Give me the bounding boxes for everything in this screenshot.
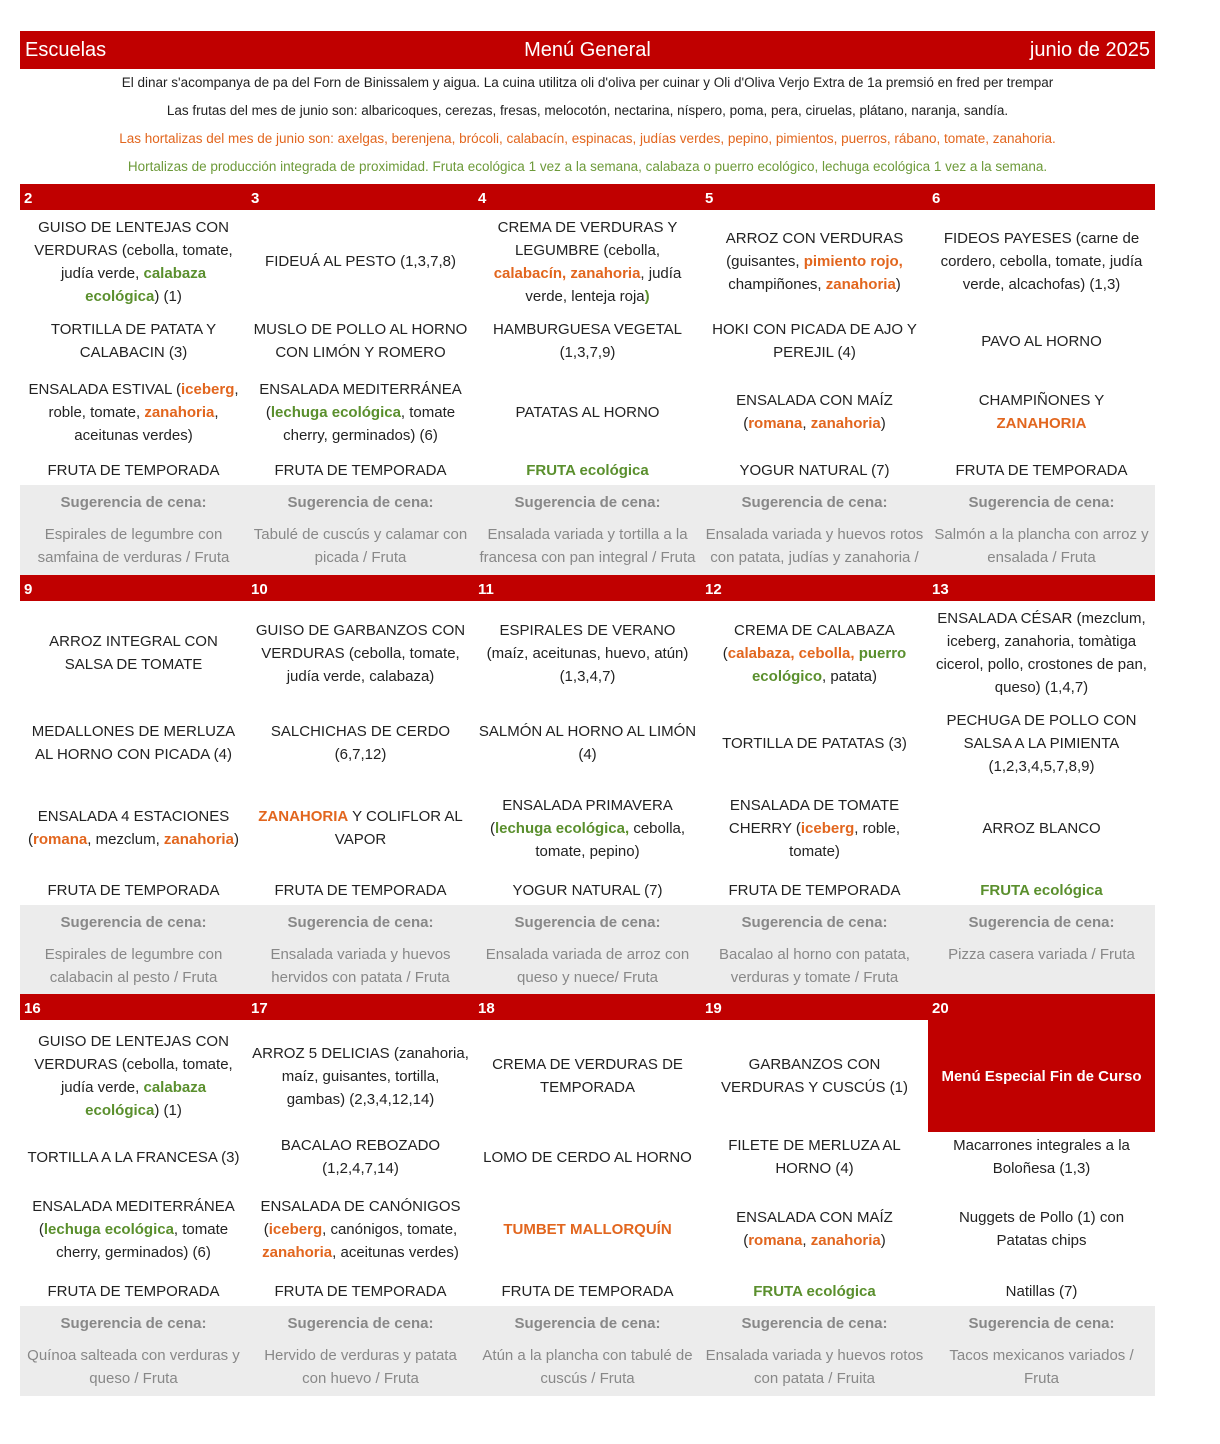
second-course-text bbox=[24, 720, 243, 766]
first-course bbox=[701, 1020, 928, 1132]
dish-text-segment: PATATAS AL HORNO bbox=[515, 403, 660, 421]
dish-text-segment: GUISO DE LENTEJAS CON VERDURAS (cebolla, tomate, judía verde, bbox=[34, 1033, 233, 1096]
dish-text-segment: CREMA DE VERDURAS Y LEGUMBRE (cebolla, bbox=[497, 218, 678, 259]
dish-text-segment: ARROZ 5 DELICIAS (zanahoria, maíz, guisantes, tortilla, gambas) (2,3,4,12,14) bbox=[252, 1044, 469, 1108]
dessert bbox=[20, 1276, 247, 1306]
dish-text-segment: CREMA DE CALABAZA ( bbox=[722, 621, 895, 662]
dessert bbox=[20, 455, 247, 485]
side-dish-text bbox=[24, 378, 243, 447]
dish-text-segment: , aceitunas verdes) bbox=[332, 1243, 459, 1261]
side-dish bbox=[247, 1182, 474, 1276]
dish-text-segment: lechuga ecológica bbox=[270, 403, 401, 421]
day-number: 19 bbox=[701, 994, 928, 1020]
title-bar bbox=[20, 31, 1155, 69]
first-course-text bbox=[265, 250, 456, 273]
dish-text-segment: zanahoria bbox=[163, 831, 234, 848]
dish-text-segment: SALCHICHAS DE CERDO (6,7,12) bbox=[270, 723, 451, 763]
dinner-suggestion bbox=[20, 905, 247, 994]
first-course bbox=[20, 601, 247, 705]
suggestion-text: Ensalada variada y huevos rotos con patata / Fruita bbox=[705, 1347, 924, 1387]
suggestion-title: Sugerencia de cena: bbox=[514, 1315, 661, 1332]
week-block bbox=[20, 184, 1155, 575]
suggestion-text: Tabulé de cuscús y calamar con picada / Fruta bbox=[253, 526, 468, 566]
first-course bbox=[247, 601, 474, 705]
first-course-text bbox=[941, 1065, 1141, 1088]
dish-text-segment: romana bbox=[33, 831, 88, 848]
second-course bbox=[474, 705, 701, 781]
dish-text-segment: TORTILLA A LA FRANCESA (3) bbox=[27, 1148, 240, 1166]
dinner-suggestion bbox=[701, 485, 928, 575]
first-course bbox=[928, 1020, 1155, 1132]
dinner-suggestion bbox=[474, 485, 701, 575]
dish-text-segment: , canónigos, tomate, bbox=[322, 1220, 458, 1238]
suggestion-title: Sugerencia de cena: bbox=[741, 914, 888, 931]
side-dish-text bbox=[503, 1218, 671, 1241]
dish-text-segment: iceberg bbox=[800, 819, 855, 837]
side-dish bbox=[474, 1182, 701, 1276]
dinner-suggestion bbox=[928, 1306, 1155, 1396]
suggestion-title: Sugerencia de cena: bbox=[287, 1315, 434, 1332]
first-course-text bbox=[705, 619, 924, 688]
dish-text-segment: champiñones, bbox=[728, 276, 826, 293]
suggestion-text: Ensalada variada de arroz con queso y nuece/ Fruta bbox=[485, 946, 690, 986]
second-course-text bbox=[478, 720, 697, 766]
dish-text-segment: FRUTA DE TEMPORADA bbox=[501, 1282, 674, 1300]
dish-text-segment: lechuga ecológica, bbox=[494, 819, 630, 837]
suggestion-text: Bacalao al horno con patata, verduras y tomate / Fruta bbox=[719, 946, 910, 986]
side-dish bbox=[928, 369, 1155, 455]
dish-text-segment: calabacín, zanahoria bbox=[493, 264, 641, 282]
side-dish bbox=[20, 781, 247, 875]
dish-text-segment: ENSALADA MEDITERRÁNEA ( bbox=[259, 380, 462, 421]
side-dish-text bbox=[24, 805, 243, 851]
dish-text-segment: PAVO AL HORNO bbox=[981, 332, 1102, 350]
info-line-fruits: Las frutas del mes de junio son: albaricoques, cerezas, fresas, melocotón, nectarina, níspero, poma, pera, ciruelas, plátano, naranja, sandía. bbox=[166, 103, 1009, 118]
first-course-text bbox=[478, 619, 697, 688]
dessert-text bbox=[48, 879, 220, 902]
first-course bbox=[247, 210, 474, 313]
dessert-text bbox=[980, 879, 1103, 902]
day-number: 6 bbox=[928, 184, 1155, 210]
dessert-text bbox=[956, 459, 1128, 482]
first-course-text bbox=[251, 1042, 470, 1111]
second-course bbox=[701, 313, 928, 369]
day-number: 17 bbox=[247, 994, 474, 1020]
day-number: 5 bbox=[701, 184, 928, 210]
dessert bbox=[928, 455, 1155, 485]
dinner-suggestion bbox=[247, 905, 474, 994]
day-number: 9 bbox=[20, 575, 247, 601]
dish-text-segment: ) bbox=[233, 831, 239, 848]
first-course bbox=[928, 210, 1155, 313]
dish-text-segment: ENSALADA DE TOMATE CHERRY ( bbox=[728, 796, 900, 837]
dish-text-segment: Menú Especial Fin de Curso bbox=[941, 1067, 1142, 1085]
first-course-text bbox=[251, 619, 470, 688]
side-dish-text bbox=[251, 378, 470, 447]
dish-text-segment: PECHUGA DE POLLO CON SALSA A LA PIMIENTA (1,2,3,4,5,7,8,9) bbox=[946, 711, 1137, 775]
dessert-text bbox=[502, 1280, 674, 1303]
dish-text-segment: FRUTA ecológica bbox=[526, 461, 649, 479]
dish-text-segment: ) bbox=[644, 287, 650, 305]
dessert-text bbox=[48, 459, 220, 482]
dish-text-segment: ENSALADA 4 ESTACIONES ( bbox=[28, 808, 230, 848]
dish-text-segment: , judía verde, lenteja roja bbox=[525, 264, 682, 305]
dish-text-segment: HOKI CON PICADA DE AJO Y PEREJIL (4) bbox=[712, 321, 917, 361]
side-dish-text bbox=[251, 1195, 470, 1264]
suggestion-text: Salmón a la plancha con arroz y ensalada / Fruta bbox=[934, 526, 1149, 566]
dessert-text bbox=[275, 1280, 447, 1303]
suggestion-text: Atún a la plancha con tabulé de cuscús / Fruta bbox=[482, 1347, 693, 1387]
dinner-suggestion bbox=[474, 1306, 701, 1396]
week-block bbox=[20, 994, 1155, 1396]
first-course bbox=[474, 210, 701, 313]
dish-text-segment: GUISO DE LENTEJAS CON VERDURAS (cebolla, tomate, judía verde, bbox=[34, 218, 233, 282]
dish-text-segment: calabaza, cebolla, bbox=[727, 644, 859, 662]
dish-text-segment: zanahoria bbox=[825, 276, 896, 293]
dessert bbox=[928, 875, 1155, 905]
second-course-text bbox=[705, 318, 924, 364]
dish-text-segment: , tomate cherry, germinados) (6) bbox=[56, 1220, 229, 1261]
side-dish-text bbox=[24, 1195, 243, 1264]
side-dish bbox=[247, 369, 474, 455]
day-number: 11 bbox=[474, 575, 701, 601]
second-course-text bbox=[251, 720, 470, 766]
dessert-text bbox=[48, 1280, 220, 1303]
info-line-organic: Hortalizas de producción integrada de proximidad. Fruta ecológica 1 vez a la semana, calabaza o puerro ecológico, lechuga ecológica 1 vez a la semana. bbox=[127, 159, 1048, 174]
dessert-text bbox=[512, 879, 662, 902]
day-number: 2 bbox=[20, 184, 247, 210]
dish-text-segment: ) (1) bbox=[154, 1102, 182, 1119]
dessert bbox=[928, 1276, 1155, 1306]
dish-text-segment: , patata) bbox=[821, 667, 878, 685]
suggestion-title: Sugerencia de cena: bbox=[514, 914, 661, 931]
day-number: 20 bbox=[928, 994, 1155, 1020]
suggestion-title: Sugerencia de cena: bbox=[741, 494, 888, 511]
dessert-text bbox=[1006, 1280, 1078, 1303]
first-course bbox=[701, 210, 928, 313]
dish-text-segment: ENSALADA CON MAÍZ ( bbox=[736, 1209, 893, 1249]
dish-text-segment: FRUTA DE TEMPORADA bbox=[274, 1282, 447, 1300]
suggestion-title: Sugerencia de cena: bbox=[514, 494, 661, 511]
dish-text-segment: , tomate cherry, germinados) (6) bbox=[283, 403, 456, 444]
suggestion-title: Sugerencia de cena: bbox=[968, 494, 1115, 511]
dish-text-segment: ) bbox=[880, 1232, 886, 1249]
dish-text-segment: zanahoria bbox=[810, 1232, 881, 1249]
dessert bbox=[474, 455, 701, 485]
suggestion-title: Sugerencia de cena: bbox=[741, 1315, 888, 1332]
day-number: 10 bbox=[247, 575, 474, 601]
dish-text-segment: ZANAHORIA bbox=[996, 415, 1087, 432]
dish-text-segment: puerro ecológico bbox=[751, 644, 907, 685]
dish-text-segment: ENSALADA DE CANÓNIGOS ( bbox=[260, 1197, 461, 1238]
dish-text-segment: MEDALLONES DE MERLUZA AL HORNO CON PICADA (4) bbox=[31, 723, 236, 763]
dinner-suggestion bbox=[474, 905, 701, 994]
dish-text-segment: ARROZ INTEGRAL CON SALSA DE TOMATE bbox=[49, 633, 218, 673]
suggestion-title: Sugerencia de cena: bbox=[60, 494, 207, 511]
dish-text-segment: MUSLO DE POLLO AL HORNO CON LIMÓN Y ROMERO bbox=[253, 321, 468, 361]
dish-text-segment: pimiento rojo, bbox=[803, 253, 903, 270]
dinner-suggestion bbox=[928, 485, 1155, 575]
dish-text-segment: , roble, tomate) bbox=[789, 819, 901, 860]
dish-text-segment: iceberg bbox=[268, 1220, 323, 1238]
suggestion-title: Sugerencia de cena: bbox=[287, 494, 434, 511]
info-line-bread-oil: El dinar s'acompanya de pa del Forn de Binissalem y aigua. La cuina utilitza oli d'oliva per cuinar y Oli d'Oliva Verjo Extra de 1a premsió en fred per trempar bbox=[121, 75, 1054, 90]
dish-text-segment: romana bbox=[748, 415, 803, 432]
dessert bbox=[247, 875, 474, 905]
second-course-text bbox=[27, 1146, 239, 1169]
suggestion-title: Sugerencia de cena: bbox=[60, 1315, 207, 1332]
dish-text-segment: CREMA DE VERDURAS DE TEMPORADA bbox=[492, 1056, 683, 1096]
info-line-vegetables: Las hortalizas del mes de junio son: axelgas, berenjena, brócoli, calabacín, espinacas, judías verdes, pepino, pimientos, puerros, rábano, tomate, zanahoria. bbox=[119, 131, 1056, 146]
dessert bbox=[247, 455, 474, 485]
dinner-suggestion bbox=[928, 905, 1155, 994]
day-number: 18 bbox=[474, 994, 701, 1020]
day-number: 3 bbox=[247, 184, 474, 210]
first-course-text bbox=[24, 1030, 243, 1122]
dessert-text bbox=[275, 879, 447, 902]
second-course bbox=[20, 705, 247, 781]
dessert bbox=[474, 1276, 701, 1306]
second-course-text bbox=[483, 1146, 692, 1169]
dish-text-segment: ENSALADA PRIMAVERA ( bbox=[489, 796, 673, 837]
first-course-text bbox=[705, 227, 924, 296]
second-course-text bbox=[705, 1134, 924, 1180]
suggestion-text: Espirales de legumbre con samfaina de verduras / Fruta bbox=[37, 526, 230, 566]
second-course-text bbox=[722, 732, 907, 755]
dessert-text bbox=[526, 459, 649, 482]
first-course bbox=[701, 601, 928, 705]
suggestion-text: Quínoa salteada con verduras y queso / Fruta bbox=[27, 1347, 240, 1387]
first-course-text bbox=[932, 607, 1151, 699]
dish-text-segment: LOMO DE CERDO AL HORNO bbox=[483, 1148, 692, 1166]
day-number: 16 bbox=[20, 994, 247, 1020]
suggestion-text: Espirales de legumbre con calabacin al pesto / Fruta bbox=[44, 946, 223, 986]
suggestion-text: Ensalada variada y huevos hervidos con patata / Fruta bbox=[270, 946, 451, 986]
dessert-text bbox=[753, 1280, 876, 1303]
dish-text-segment: HAMBURGUESA VEGETAL (1,3,7,9) bbox=[493, 321, 682, 361]
first-course bbox=[474, 1020, 701, 1132]
dish-text-segment: cebolla, tomate, pepino) bbox=[535, 819, 686, 860]
suggestion-text: Hervido de verduras y patata con huevo / Fruta bbox=[264, 1347, 457, 1387]
dessert bbox=[701, 1276, 928, 1306]
dish-text-segment: iceberg bbox=[181, 380, 235, 398]
second-course-text bbox=[251, 1134, 470, 1180]
suggestion-title: Sugerencia de cena: bbox=[968, 914, 1115, 931]
dish-text-segment: , roble, tomate, bbox=[48, 380, 239, 421]
dish-text-segment: ) bbox=[880, 415, 886, 432]
dish-text-segment: calabaza ecológica bbox=[85, 1079, 207, 1119]
dish-text-segment: lechuga ecológica bbox=[43, 1220, 174, 1238]
dessert-text bbox=[739, 459, 889, 482]
menu-document bbox=[20, 31, 1155, 1396]
first-course bbox=[20, 210, 247, 313]
dessert bbox=[701, 455, 928, 485]
dish-text-segment: GARBANZOS CON VERDURAS Y CUSCÚS (1) bbox=[721, 1056, 908, 1096]
dish-text-segment: ENSALADA CÉSAR (mezclum, iceberg, zanahoria, tomàtiga cicerol, pollo, crostones de pan, queso) (1,4,7) bbox=[936, 610, 1147, 696]
weeks-container bbox=[20, 184, 1155, 1396]
school-type-label: Escuelas bbox=[25, 38, 107, 61]
first-course bbox=[474, 601, 701, 705]
dish-text-segment: FRUTA DE TEMPORADA bbox=[47, 1282, 220, 1300]
side-dish bbox=[474, 369, 701, 455]
dish-text-segment: FRUTA ecológica bbox=[980, 881, 1103, 899]
dessert bbox=[474, 875, 701, 905]
second-course-text bbox=[478, 318, 697, 364]
dish-text-segment: BACALAO REBOZADO (1,2,4,7,14) bbox=[280, 1137, 441, 1177]
suggestion-title: Sugerencia de cena: bbox=[287, 914, 434, 931]
dish-text-segment: , bbox=[802, 415, 811, 432]
first-course-text bbox=[478, 216, 697, 308]
dish-text-segment: zanahoria bbox=[262, 1243, 333, 1261]
dish-text-segment: FILETE DE MERLUZA AL HORNO (4) bbox=[728, 1137, 901, 1177]
dessert bbox=[20, 875, 247, 905]
second-course-text bbox=[932, 709, 1151, 778]
dish-text-segment: SALMÓN AL HORNO AL LIMÓN (4) bbox=[478, 723, 697, 763]
first-course bbox=[928, 601, 1155, 705]
side-dish bbox=[701, 781, 928, 875]
dish-text-segment: ENSALADA ESTIVAL ( bbox=[28, 380, 182, 398]
dish-text-segment: Nuggets de Pollo (1) con Patatas chips bbox=[958, 1209, 1125, 1249]
dish-text-segment: ENSALADA CON MAÍZ ( bbox=[736, 392, 893, 432]
second-course-text bbox=[251, 318, 470, 364]
side-dish bbox=[701, 1182, 928, 1276]
dish-text-segment: Macarrones integrales a la Boloñesa (1,3) bbox=[953, 1137, 1130, 1177]
second-course bbox=[247, 705, 474, 781]
dish-text-segment: , aceitunas verdes) bbox=[74, 403, 219, 444]
dish-text-segment: ESPIRALES DE VERANO (maíz, aceitunas, huevo, atún) (1,3,4,7) bbox=[486, 621, 689, 685]
dinner-suggestion bbox=[247, 1306, 474, 1396]
dish-text-segment: FRUTA DE TEMPORADA bbox=[274, 461, 447, 479]
dish-text-segment: YOGUR NATURAL (7) bbox=[512, 881, 663, 899]
second-course bbox=[20, 313, 247, 369]
dinner-suggestion bbox=[247, 485, 474, 575]
first-course bbox=[20, 1020, 247, 1132]
first-course-text bbox=[24, 216, 243, 308]
dish-text-segment: ) (1) bbox=[154, 287, 182, 305]
second-course-text bbox=[932, 1134, 1151, 1180]
dish-text-segment: ARROZ BLANCO bbox=[982, 819, 1101, 837]
day-number: 13 bbox=[928, 575, 1155, 601]
dish-text-segment: FRUTA DE TEMPORADA bbox=[47, 881, 220, 899]
week-block bbox=[20, 575, 1155, 994]
dish-text-segment: zanahoria bbox=[144, 403, 215, 421]
second-course bbox=[928, 1132, 1155, 1182]
side-dish-text bbox=[705, 794, 924, 863]
suggestion-text: Tacos mexicanos variados / Fruta bbox=[949, 1347, 1134, 1387]
dinner-suggestion bbox=[701, 905, 928, 994]
second-course bbox=[701, 1132, 928, 1182]
side-dish-text bbox=[705, 389, 924, 435]
dish-text-segment: FRUTA DE TEMPORADA bbox=[274, 881, 447, 899]
second-course bbox=[20, 1132, 247, 1182]
dish-text-segment: FIDEOS PAYESES (carne de cordero, cebolla, tomate, judía verde, alcachofas) (1,3) bbox=[940, 230, 1143, 293]
dish-text-segment: TORTILLA DE PATATA Y CALABACIN (3) bbox=[50, 321, 217, 361]
dish-text-segment: calabaza ecológica bbox=[85, 264, 207, 305]
side-dish-text bbox=[932, 389, 1151, 435]
second-course bbox=[247, 313, 474, 369]
side-dish-text bbox=[251, 805, 470, 851]
dish-text-segment: ARROZ CON VERDURAS (guisantes, bbox=[725, 230, 904, 270]
dish-text-segment: romana bbox=[748, 1232, 803, 1249]
dish-text-segment: ZANAHORIA bbox=[258, 808, 349, 825]
dinner-suggestion bbox=[20, 1306, 247, 1396]
side-dish bbox=[474, 781, 701, 875]
side-dish bbox=[247, 781, 474, 875]
dish-text-segment: FIDEUÁ AL PESTO (1,3,7,8) bbox=[265, 253, 456, 270]
dish-text-segment: Natillas (7) bbox=[1005, 1282, 1078, 1300]
second-course bbox=[474, 313, 701, 369]
dessert-text bbox=[729, 879, 901, 902]
second-course-text bbox=[24, 318, 243, 364]
day-number: 4 bbox=[474, 184, 701, 210]
dish-text-segment: CHAMPIÑONES Y bbox=[978, 392, 1105, 409]
side-dish-text bbox=[516, 401, 660, 424]
second-course bbox=[928, 313, 1155, 369]
second-course-text bbox=[981, 330, 1102, 353]
first-course-text bbox=[705, 1053, 924, 1099]
dish-text-segment: ENSALADA MEDITERRÁNEA ( bbox=[32, 1197, 235, 1238]
second-course bbox=[474, 1132, 701, 1182]
dish-text-segment: FRUTA ecológica bbox=[753, 1282, 876, 1300]
dish-text-segment: FRUTA DE TEMPORADA bbox=[955, 461, 1128, 479]
month-label: junio de 2025 bbox=[1029, 38, 1150, 61]
suggestion-title: Sugerencia de cena: bbox=[60, 914, 207, 931]
suggestion-title: Sugerencia de cena: bbox=[968, 1315, 1115, 1332]
dish-text-segment: , mezclum, bbox=[87, 831, 164, 848]
dish-text-segment: FRUTA DE TEMPORADA bbox=[47, 461, 220, 479]
second-course bbox=[247, 1132, 474, 1182]
dish-text-segment: GUISO DE GARBANZOS CON VERDURAS (cebolla, tomate, judía verde, calabaza) bbox=[255, 621, 466, 685]
dish-text-segment: Y COLIFLOR AL VAPOR bbox=[334, 808, 463, 848]
side-dish-text bbox=[982, 817, 1100, 840]
side-dish-text bbox=[932, 1206, 1151, 1252]
side-dish bbox=[928, 1182, 1155, 1276]
side-dish-text bbox=[705, 1206, 924, 1252]
side-dish bbox=[20, 1182, 247, 1276]
first-course bbox=[247, 1020, 474, 1132]
day-number: 12 bbox=[701, 575, 928, 601]
dessert-text bbox=[275, 459, 447, 482]
dessert bbox=[701, 875, 928, 905]
dish-text-segment: TUMBET MALLORQUÍN bbox=[503, 1220, 672, 1238]
dish-text-segment: YOGUR NATURAL (7) bbox=[739, 461, 890, 479]
first-course-text bbox=[478, 1053, 697, 1099]
second-course bbox=[928, 705, 1155, 781]
side-dish bbox=[20, 369, 247, 455]
dish-text-segment: TORTILLA DE PATATAS (3) bbox=[722, 734, 907, 752]
second-course bbox=[701, 705, 928, 781]
suggestion-text: Ensalada variada y huevos rotos con patata, judías y zanahoria / bbox=[705, 526, 924, 566]
side-dish bbox=[928, 781, 1155, 875]
dish-text-segment: , bbox=[802, 1232, 811, 1249]
dessert bbox=[247, 1276, 474, 1306]
side-dish-text bbox=[478, 794, 697, 863]
dish-text-segment: zanahoria bbox=[810, 415, 881, 432]
first-course-text bbox=[932, 227, 1151, 296]
first-course-text bbox=[24, 630, 243, 676]
suggestion-text: Ensalada variada y tortilla a la francesa con pan integral / Fruta bbox=[479, 526, 696, 566]
side-dish bbox=[701, 369, 928, 455]
dish-text-segment: FRUTA DE TEMPORADA bbox=[728, 881, 901, 899]
dinner-suggestion bbox=[701, 1306, 928, 1396]
menu-title: Menú General bbox=[524, 38, 651, 61]
suggestion-text: Pizza casera variada / Fruta bbox=[948, 946, 1135, 963]
dinner-suggestion bbox=[20, 485, 247, 575]
dish-text-segment: ) bbox=[895, 276, 901, 293]
